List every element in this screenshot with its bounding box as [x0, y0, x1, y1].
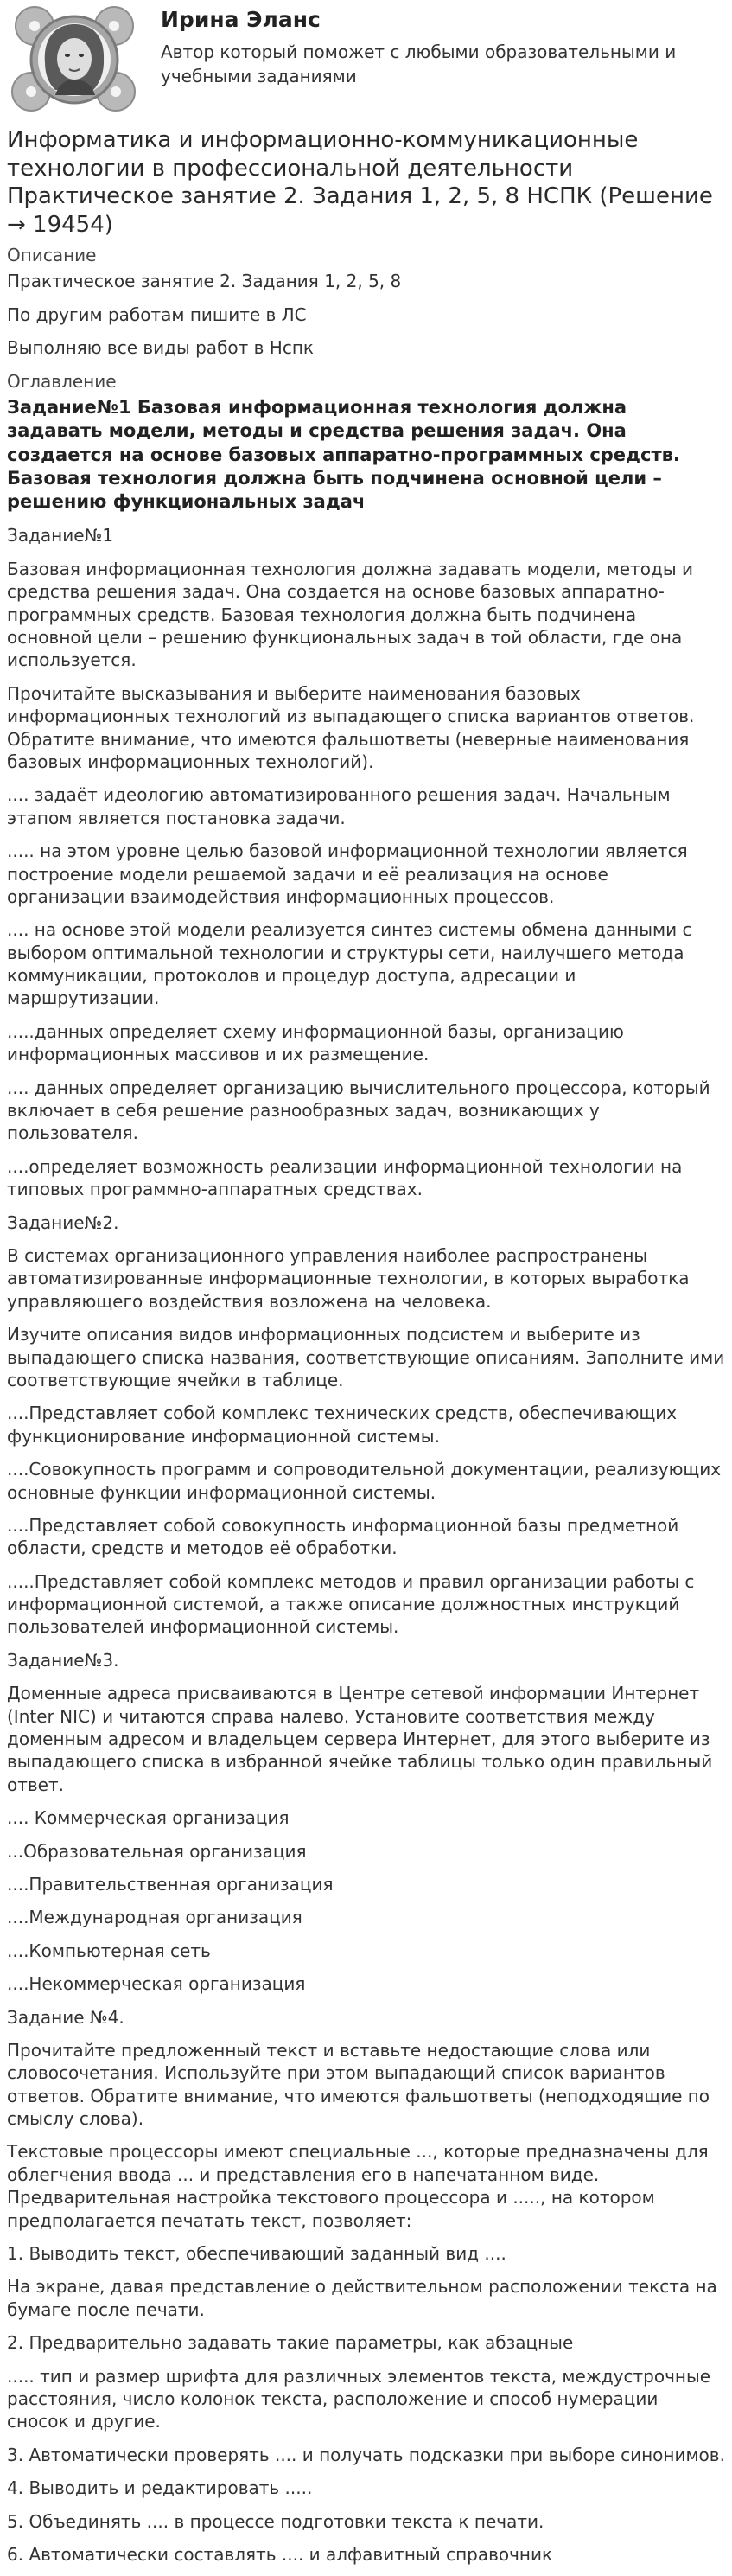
description-label: Описание [7, 245, 97, 265]
content-paragraph: ....Представляет собой совокупность информационной базы предметной области, средств и методов её обработки. [7, 1514, 679, 1559]
content-paragraph: На экране, давая представление о действительном расположении текста на бумаге после печати. [7, 2276, 717, 2320]
content-paragraph: ...Образовательная организация [7, 1840, 307, 1862]
description-paragraph: Практическое занятие 2. Задания 1, 2, 5, 8 [7, 271, 402, 292]
content-paragraph: Задание№1 [7, 525, 114, 547]
content-paragraph: .... на основе этой модели реализуется синтез системы обмена данными с выбором оптимальной технологии и структуры сети, наилучшего метода коммуникации, протоколов и процедур доступа, адресации и маршрутизации. [7, 919, 692, 1009]
content-paragraph: ....Представляет собой комплекс технических средств, обеспечивающих функционирование информационной системы. [7, 1403, 678, 1447]
content-paragraph: Изучите описания видов информационных подсистем и выберите из выпадающего списка названия, соответствующие описаниям. Заполните ими соответствующие ячейки в таблице. [7, 1324, 725, 1390]
toc-heading: Задание№1 Базовая информационная технология должна задавать модели, методы и средства решения задач. Она создается на основе базовых аппаратно-программных средств. Базовая технология должна быть подчинена основной цели – решению функциональных задач [7, 396, 680, 513]
author-avatar[interactable] [10, 5, 138, 114]
work-title: Информатика и информационно-коммуникационные технологии в профессиональной деятельности Практическое занятие 2. Задания 1, 2, 5, 8 НСПК (Решение → 19454) [7, 127, 713, 238]
content-paragraph: .... данных определяет организацию вычислительного процессора, который включает в себя решение разнообразных задач, возникающих у пользователя. [7, 1077, 710, 1144]
content-paragraph: Базовая информационная технология должна задавать модели, методы и средства решения задач. Она создается на основе базовых аппаратно-программных средств. Базовая технология должна быть подчинена основной цели – решению функциональных задач в той области, где она используется. [7, 558, 693, 671]
content-paragraph: 4. Выводить и редактировать ..... [7, 2477, 313, 2499]
content-paragraph: .....Представляет собой комплекс методов и правил организации работы с информационной системой, а также описание должностных инструкций пользователей информационной системы. [7, 1570, 695, 1638]
content-paragraph: В системах организационного управления наиболее распространены автоматизированные информационные технологии, в которых выработка управляющего воздействия возложена на человека. [7, 1244, 690, 1312]
toc-label: Оглавление [7, 370, 117, 392]
author-card [7, 0, 725, 116]
content-paragraph: ....определяет возможность реализации информационной технологии на типовых программно-аппаратных средствах. [7, 1155, 683, 1200]
content-paragraph: 5. Объединять .... в процессе подготовки текста к печати. [7, 2510, 544, 2532]
content-paragraph: ..... на этом уровне целью базовой информационной технологии является построение модели решаемой задачи и её реализация на основе организации взаимодействия информационных процессов. [7, 841, 688, 907]
content-paragraph: ....Международная организация [7, 1907, 302, 1928]
content-paragraph: ....Некоммерческая организация [7, 1973, 306, 1995]
film-reel-avatar-icon [10, 5, 138, 114]
content-paragraph: Прочитайте высказывания и выберите наименования базовых информационных технологий из выпадающего списка вариантов ответов. Обратите внимание, что имеются фальшответы (неверные наименования базовых информационных технологий). [7, 682, 695, 772]
description-paragraph: По другим работам пишите в ЛС [7, 304, 307, 325]
content-paragraph: Задание№3. [7, 1649, 119, 1671]
description-block [7, 270, 725, 359]
content-paragraph: ..... тип и размер шрифта для различных элементов текста, междустрочные расстояния, число колонок текста, расположение и способ нумерации сносок и другие. [7, 2365, 711, 2432]
content-paragraph: 6. Автоматически составлять .... и алфавитный справочник [7, 2543, 553, 2565]
content-paragraph: 2. Предварительно задавать такие параметры, как абзацные [7, 2332, 574, 2354]
content-paragraph: Доменные адреса присваиваются в Центре сетевой информации Интернет (Inter NIC) и читаются справа налево. Установите соответствия между доменным адресом и владельцем сервера Интернет, для этого выберите из выпадающего списка в избранной ячейке таблицы только один правильный ответ. [7, 1683, 713, 1795]
description-paragraph: Выполняю все виды работ в Нспк [7, 337, 314, 359]
content-paragraph: ....Совокупность программ и сопроводительной документации, реализующих основные функции информационной системы. [7, 1459, 722, 1503]
content-paragraph: ....Компьютерная сеть [7, 1940, 211, 1961]
content-paragraph: Текстовые процессоры имеют специальные ..., которые предназначены для облегчения ввода ... и представления его в напечатанном виде. Предварительная настройка текстового процессора и ....., на котором предполагается печатать текст, позволяет: [7, 2141, 709, 2231]
author-name[interactable]: Ирина Эланс [161, 7, 321, 32]
author-description: Автор который поможет с любыми образовательными и учебными заданиями [161, 42, 677, 86]
content-paragraph: ....Правительственная организация [7, 1873, 334, 1895]
content-paragraph: Задание №4. [7, 2006, 124, 2028]
content-paragraph: Прочитайте предложенный текст и вставьте недостающие слова или словосочетания. Используйте при этом выпадающий список вариантов ответов. Обратите внимание, что имеются фальшответы (неподходящие по смыслу слова). [7, 2039, 710, 2130]
content-paragraph: Задание№2. [7, 1211, 119, 1233]
content-paragraph: .... Коммерческая организация [7, 1807, 290, 1829]
content-paragraph: .... задаёт идеологию автоматизированного решения задач. Начальным этапом является постановка задачи. [7, 784, 671, 828]
content-paragraph: 1. Выводить текст, обеспечивающий заданный вид .... [7, 2243, 506, 2265]
content-paragraph: .....данных определяет схему информационной базы, организацию информационных массивов и их размещение. [7, 1020, 624, 1065]
content-paragraph: 3. Автоматически проверять .... и получать подсказки при выборе синонимов. [7, 2444, 725, 2465]
content-block [7, 524, 725, 2566]
